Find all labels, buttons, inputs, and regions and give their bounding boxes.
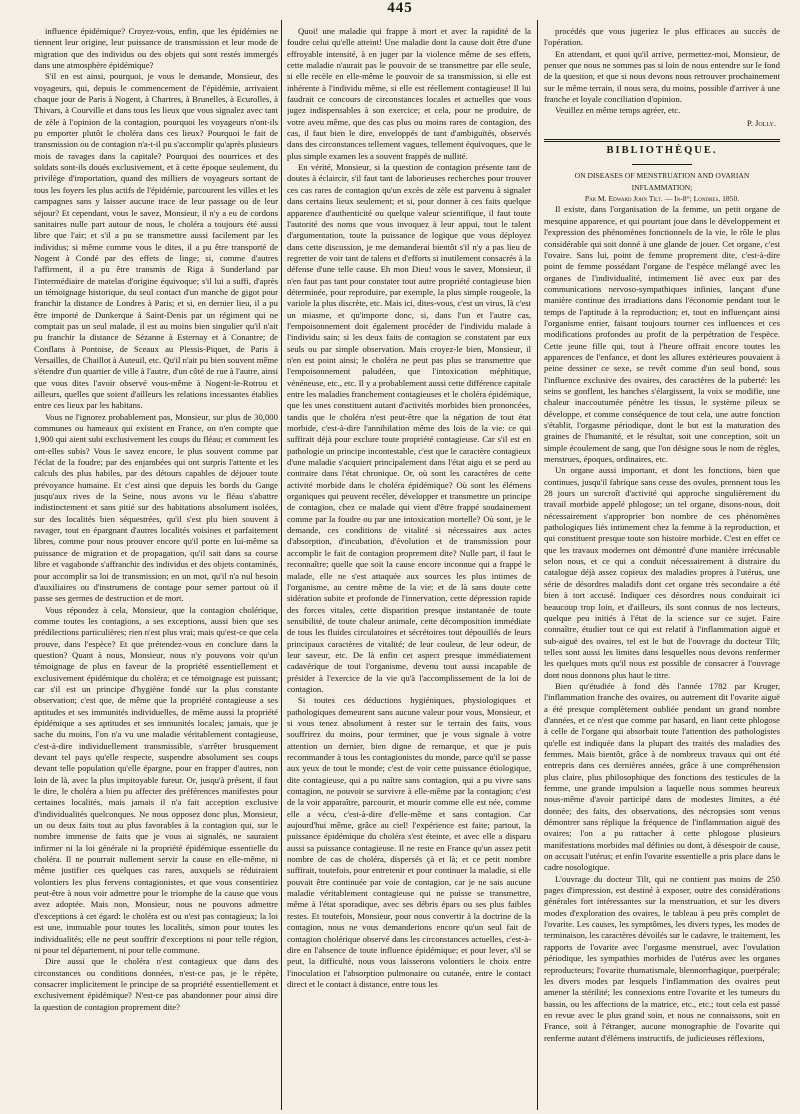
book-title [544,170,780,204]
book-title-text: ON DISEASES OF MENSTRUATION AND OVARIAN INFLAMMATION; [574,171,750,192]
paragraph: L'ouvrage du docteur Tilt, qui ne contient pas moins de 250 pages d'impression, est destiné à exposer, outre des considérations générales fort intéressantes sur la menstruation, et sur les divers modes d'exploration des ovaires, le tableau à peu près complet de l'ovarite. Les causes, les symptômes, les divers types, les modes de terminaison, les caractères dévoilés sur le cadavre, le traitement, les rapports de l'ovarite avec l'orgasme menstruel, avec l'ovulation périodique, les sympathies morbides de l'utérus avec les organes reproducteurs; l'ovarite rhumatismale, blennorrhagique, puerpérale; les divers modes par lesquels l'inflammation des ovaires peut amener la stérilité; les connexions entre l'ovarite et les tumeurs du bassin, ou les affections de la matrice, etc., etc.; tout cela est passé en revue avec le plus grand soin, et nous ne connaissons, soit en France, soit à l'étranger, aucune monographie de l'ovarite qui renferme autant d'élémens instructifs, de judicieuses réflexions, [544,873,780,1043]
letter-signature: P. Jolly. [746,117,776,128]
title-underline [632,164,692,165]
paragraph: Dire aussi que le choléra n'est contagieux que dans des circonstances ou conditions données, n'est-ce pas, je le répète, consacrer implicitement le principe de sa propriété essentiellement et exclusivement épidémique? N'est-ce pas abandonner pour ainsi dire la question de contagion proprement dite? [34,956,278,1012]
paragraph: Bien qu'étudiée à fond dès l'année 1782 par Kruger, l'inflammation franche des ovaires, ou autrement dit l'ovarite aiguë a été presque complètement oubliée pendant un grand nombre d'années, et ce n'est que comme par hasard, en liant cette phlogose à celle de l'organe qui absorbait toute l'attention des pathologistes qu'elle est indiquée dans la plupart des traités des maladies des femmes. Mais bientôt, grâce à de nombreux travaux qui ont été entrepris dans ces dernières années, grâce à une compréhension plus claire, plus philosophique des fonctions des testicules de la femme, une grande impulsion a laquelle nous sommes heureux nous-même d'avoir participé dans de modestes limites, a été donnée; des faits, des observations, des nécropsies sont venus démontrer sans réplique la fréquence de l'inflammation aiguë des ovaires; l'on a pu rattacher à cette phlogose plusieurs manifestations morbides mal définies ou dont, à désespoir de cause, on accusait l'utérus; et enfin l'ovarite essentielle a pris place dans le cadre nosologique. [544,680,780,873]
paragraph: Vous répondez à cela, Monsieur, que la contagion cholérique, comme toutes les contagions, a ses exceptions, aussi bien que ses prédilections particulières; rien n'est plus vrai; mais qu'est-ce que cela prouve, dans l'espèce? Et que prétendez-vous en conclure dans la question? Quant à nous, Monsieur, nous n'y pouvons voir qu'un témoignage de plus en faveur de la propriété essentiellement et exclusivement épidémique du choléra; et ce témoignage est puissant; car s'il est un principe d'hygiène fondé sur la plus constante observation; c'est que, de même que la propriété contagieuse a ses aptitudes et ses immunités individuelles, de même aussi la propriété épidémique a ses aptitudes et ses immunités locales; jamais, que je sache du moins, l'on n'a vu une maladie véritablement contagieuse, c'est-à-dire individuellement transmissible, s'arrêter brusquement devant tel pays qu'elle respecte, suspendre absolument ses coups devant telle population qu'elle épargne, pour en frapper d'autres, non loin de là, avec la plus impitoyable fureur. Or, jusqu'à présent, il faut le dire, le choléra a bien pu affecter des préférences manifestes pour certaines localités, mais jamais il n'a fait acception exclusive d'individualités quelconques. Ne nous opposez donc plus, Monsieur, un ou deux faits tout au plus favorables à la contagion qui, sur le nombre immense de faits que je vous ai signalés, ne sauraient infirmer ni la loi générale ni la propriété épidémique essentielle du choléra. Il ne pourrait nullement servir la cause en elle-même, ni même justifier ces quelques cas rares, auxquels se réduiraient volontiers les plus fervens contagionistes, et que vous consentiriez peut-être à nous voir admettre pour le triomphe de la cause que vous avez adoptée. Mais non, Monsieur, nous ne pouvons admettre d'exceptions à cet égard: le choléra est ou n'est pas contagieux; la loi est une, immuable pour toutes les localités, simon pour toutes les individualités; elle ne peut souffrir d'exceptions ni pour telle région, ni pour tel département, ni pour telle commune. [34,604,278,955]
paragraph: En vérité, Monsieur, si la question de contagion présente tant de doutes à éclaircir, s'il faut tant de laborieuses recherches pour trouver ces cas rares de contagion qu'un excès de zèle est parvenu à signaler dans certains lieux seulement; et si, pour donner à ces faits quelque apparence d'authenticité ou quelque valeur scientifique, il faut toute l'autorité des noms que vous invoquez à leur appui, tout le talent d'argumentation, toute la puissance de logique que vous déployez dans cette discussion, je me demanderai bientôt s'il n'y a pas lieu de regretter de voir tant de talens et d'efforts si inutilement consacrés à la défense d'une telle cause. Eh mon Dieu! vous le savez, Monsieur, il n'en faut pas tant pour constater tout autre propriété contagieuse bien déterminée, pour reproduire, par exemple, la plus simple rougeole, la variole la plus discrète, etc. Mais ici, dites-vous, c'est un virus, là c'est un miasme, et qu'importe donc, si, dans l'un et l'autre cas, l'empoisonnement doit également procéder de l'individu malade à l'individu sain; si les deux faits de contagion se constatent par eux seuls ou par simple observation. Mais croyez-le bien, Monsieur, il n'en est point ainsi; le choléra ne peut pas plus se transmettre que l'empoisonnement paludéen, que l'intoxication méphitique, vénéneuse, etc., etc. Il y a probablement aussi cette différence capitale entre les maladies franchement contagieuses et le choléra épidémique, que les unes constituent autant d'activités morbides bien prononcées, tandis que le choléra n'est peut-être que la négation de tout état morbide, c'est-à-dire l'annihilation même des lois de la vie: ce qui suffirait déjà pour exclure toute propriété contagieuse. Car s'il est en pathologie un principe incontestable, c'est que le caractère contagieux d'une maladie s'acquiert principalement dans l'état aigu et se perd au contraire dans l'état chronique. Or, où sont les caractères de cette activité morbide dans le choléra épidémique? Où sont les élémens organiques qui peuvent recéler, développer et transmettre un principe de contagion, chez ce malade qui vient d'être frappé soudainement comme par la foudre ou par une intoxication mortelle? Où sont, je le demande, ces conditions de vitalité si nécessaires aux actes d'absorption, d'incubation, d'évolution et de transmission pour accomplir le fait de contagion proprement dite? Nulle part, il faut le reconnaître; quelle que soit la cause encore inconnue qui a frappé le malade, elle ne s'est attaquée aux sources les plus intimes de l'organisme, au centre même de la vie; et de là sans doute cette sidération subite et profonde de l'innervation, cette dépression rapide des forces vitales, cette disparition presque instantanée de toute sensibilité, de toute chaleur animale, cette décomposition immédiate de tous les fluides circulatoires et sécrétoires tout dépouillés de leurs principaux caractères de vitalité; de leur couleur, de leur odeur, de leur saveur, etc. De là enfin cet aspect presque immédiatement cadavérique de tout l'organisme, devenu tout aussi incapable de présider à l'exercice de la vie qu'à l'accomplissement de la loi de contagion. [287,162,531,694]
paragraph: En attendant, et quoi qu'il arrive, permettez-moi, Monsieur, de penser que nous ne sommes pas si loin de nous entendre sur le fond de la question, et que si nous devons nous retrouver prochainement sur le même terrain, il nous sera, du moins, possible d'arriver à une franche et loyale conciliation d'opinion. [544,48,780,105]
page-number: 445 [387,0,413,16]
paragraph: Si toutes ces déductions hygiéniques, physiologiques et pathologiques demeurent sans aucune valeur pour vous, Monsieur, et si vous tenez absolument à rester sur le terrain des faits, vous souffrirez du moins, pour terminer, que je vous signale à votre attention un dernier, bien digne de remarque, et que je puis recommander à tous les contagionistes du monde, parce qu'il se passe aux yeux de tout le monde; c'est de voir cette puissance étiologique, dite contagieuse, qui a pu naître sans contagion, qui a pu vivre sans contagion, ne pouvoir se survivre à elle-même par la contagion; c'est de la voir apparaître, parcourir, et mourir comme elle est née, comme elle a vécu, c'est-à-dire d'elle-même et sans contagion. Car aujourd'hui même, grâce au ciel! l'expérience est faite; partout, la puissance épidémique du choléra s'est éteinte, et avec elle a disparu aussi sa puissance contagieuse. Il ne reste en France qu'un assez petit nombre de cas de choléra, dispersés çà et là; et ce petit nombre suffirait, toutefois, pour entretenir et pour continuer la maladie, si elle pouvait être continuée par voie de contagion, car je ne sais aucune maladie véritablement contagieuse qui ne puisse se transmettre, même à l'état sporadique, avec ses débris épars ou ses plus faibles restes. Et toutefois, Monsieur, pour nous convertir à la doctrine de la contagion, nous ne vous demanderions encore qu'un seul fait de contagion cholérique observé dans les circonstances actuelles, c'est-à-dire en l'absence de toute influence épidémique; et pour lever, s'il se peut, la difficulté, nous vous laisserons volontiers le choix entre l'inoculation et l'absorption pulmonaire ou cutanée, entre le contact direct et le contact à distance, entre tous les [287,695,531,989]
section-title: BIBLIOTHÈQUE. [544,139,780,156]
paragraph: procédés que vous jugeriez le plus efficaces au succès de l'opération. [544,26,780,48]
paragraph: Vous ne l'ignorez probablement pas, Monsieur, sur plus de 30,000 communes ou hameaux qui existent en France, on n'en compte que 1,900 qui aient subi exclusivement les coups du fléau; et comment les ont-elles subis? Vous le savez encore, le plus souvent comme par l'éclat de la foudre; par des enjambées qui ont surpris l'attente et les calculs des plus habiles, par des détours capables de déjouer toute prévoyance humaine. Et c'est ainsi que depuis les bords du Gange jusqu'aux rives de la Seine, nous avons vu le fléau s'abattre indistinctement et sans pitié sur des habitations absolument isolées, sur des localités bien séquestrées, qu'il s'est plu bien souvent à ravager, tout en épargnant d'autres localités voisines et parfaitement libres, comme pour nous prouver encore qu'il porte en lui-même sa puissance de migration et de propagation, qu'il sait dans sa course libre et vagabonde s'affranchir des individus et des objets contaminés, pour accomplir sa loi de transmission; en un mot, qu'il n'a nul besoin d'auxiliaires ou d'instrumens de contage pour semer partout où il passe ses germes de destruction et de mort. [34,411,278,604]
book-author: Par M. Edward John Tilt. — In-8°; Londres, 1850. [584,194,740,204]
paragraph: Veuillez en même temps agréer, etc. [555,105,681,116]
paragraph: Quoi! une maladie qui frappe à mort et avec la rapidité de la foudre celui qu'elle atteint! Une maladie dont la cause doit être d'une effroyable intensité, à en juger par la violence même de ses effets, cette maladie n'aurait pas le pouvoir de se transmettre par elle seule, si elle recèle en elle-même le pouvoir de sa transmission, si elle est inhérente à l'individu même, si elle est réellement contagieuse! Il lui faudrait ce concours de circonstances locales et actuelles que vous jugez indispensables à son exercice; et cela, pour ne produire, de votre aveu même, que des cas plus ou moins rares de contagion, des cas, il faut bien le dire, enveloppés de tant d'ambiguïtés, observés dans des circonstances tellement vagues, tellement équivoques, que le plus simple examen les a souvent frappés de nullité. [287,26,531,161]
paragraph: Un organe aussi important, et dont les fonctions, bien que continues, jusqu'il fabrique sans cesse des ovules, prennent tous les 28 jours un surcroît d'activité qui approche singulièrement du travail morbide appelé phlogose; un tel organe, disons-nous, doit nécessairement s'approprier bon nombre de ces phénomènes pathologiques liés intimement chez la femme à la reproduction, et qui constituent presque toute son histoire morbide. C'est en effet ce que les travaux modernes ont démontré d'une manière irrécusable selon nous, et ce qui a conduit nécessairement à distraire du catalogue déjà assez copieux des maladies propres à l'utérus, une série de désordres maladifs dont cet organe très secondaire a été bien à tort accusé. Indiquer ces désordres nous conduirait ici beaucoup trop loin, et d'ailleurs, ils sont connus de nos lecteurs, quelque peu initiés à l'état de la science sur ce sujet. Faire connaître, étudier tout ce qui est relatif à l'inflammation aiguë et sub-aiguë des ovaires, tel est le but de l'ouvrage du docteur Tilt; telles sont aussi les limites dans lesquelles nous devons renfermer les quelques mots qu'il nous est possible de consacrer à l'ouvrage dont nous donnons plus haut le titre. [544,465,780,680]
paragraph: Il existe, dans l'organisation de la femme, un petit organe de mesquine apparence, et qui pourtant joue dans le développement et l'expression des phénomènes fonctionnels de la vie, le rôle le plus considérable qui soit donné à une glande de jouer. Cet organe, c'est l'ovaire. Sans lui, point de femme proprement dite, c'est-à-dire point de femme possédant l'organe de l'espèce mélangé avec les organes de l'individualité, intimement lié avec eux par des communications nervoso-sympathiques infinies, lançant d'une manière continue des irradiations dans l'économie pendant tout le temps de l'aptitude à la reproduction; et, tout en influençant ainsi l'organisme entier, faisant toujours tourner ces influences et ces modifications profondes au profit de la perpétration de l'espèce. Cette jeune fille qui, tout à l'heure offrait encore toutes les apparences de l'enfance, et dont les allures extérieures pouvaient à peine dessiner ce sexe, se revêt comme d'un seul bond, sous l'influence exclusive des ovaires, des caractères de la puberté: les seins se gonflent, les hanches s'élargissent, la voix se modifie, une chaleur inaccoutumée pénètre les tissus, le système pileux se développe, et comme conséquence de tout cela, une autre fonction s'établit, l'orgasme périodique, dont le but est la maturation des graines de l'humanité, et le résultat, soit une conception, soit un simple écoulement de sang, que l'on désigne sous le nom de règles, menstrues, époques, ordinaires, etc. [544,204,780,465]
column-1 [34,26,278,1110]
column-divider [537,20,538,1110]
column-3 [544,26,780,1110]
column-divider [281,20,282,1110]
paragraph: influence épidémique? Croyez-vous, enfin, que les épidémies ne tiennent leur origine, leur puissance de transmission et leur mode de migration que des individus ou des objets qui sont restés immergés dans une atmosphère épidémique? [34,26,278,71]
paragraph: S'il en est ainsi, pourquoi, je vous le demande, Monsieur, des voyageurs, qui, depuis le commencement de l'épidémie, arrivaient chaque jour de Paris à Nogent, à Chartres, à Brunelles, à Ecurolles, à Thivars, à Courville et dans tous les lieux que vous signalez avec tant de zèle à l'opinion de la contagion, pourquoi les voyageurs n'ont-ils pu emporter plutôt le choléra dans ces lieux? Pourquoi le fait de transmission ou de contagion n'a-t-il pu s'accomplir qu'après plusieurs mois de ravages dans la capitale? Pourquoi des nourrices et des soldats sont-ils doués exclusivement, et à cette époque seulement, du privilège d'importation, quand des milliers de voyageurs sortant de tous les foyers les plus actifs de l'épidémie, parcourent les villes et les campagnes sans y laisser aucune trace de leur passage ou de leur séjour? Et cependant, vous le savez, Monsieur, il n'y a eu de cordons sanitaires nulle part autour de nous, le choléra a toujours été aussi libre que l'air; et s'il a pu se transmettre aussi facilement par les individus; si même comme vous le dites, il a pu être transporté de Nogent à Condé par des effets de linge; si, comme d'autres l'affirment, il a pu être transmis de Riga à Sunderland par l'intermédiaire de matelas d'origine équivoque; s'il lui a suffi, d'après un témoignage historique, du seul contact d'un manche de gigot pour franchir la distance de Londres à Paris; et si, en dernier lieu, il a pu être importé de Dunkerque à Saint-Denis par un régiment qui ne comptait pas un seul malade, il est au moins bien singulier qu'il n'ait pu franchir la distance de Sézanne à Esternay et à Conantre; de Conflans à Pontoise, de Sceaux au Plessis-Piquet, de Paris à Versailles, de Chaillot à Auteuil, etc. Qu'il n'ait pu bien souvent même s'étendre d'un quartier de ville à l'autre, d'un côté de rue à l'autre, ainsi que vous dites l'avoir observé vous-même à Nogent-le-Rotrou et ailleurs, quelles que soient d'ailleurs les relations incessantes établies entre ces lieux par les habitans. [34,71,278,411]
column-2 [287,26,531,1110]
